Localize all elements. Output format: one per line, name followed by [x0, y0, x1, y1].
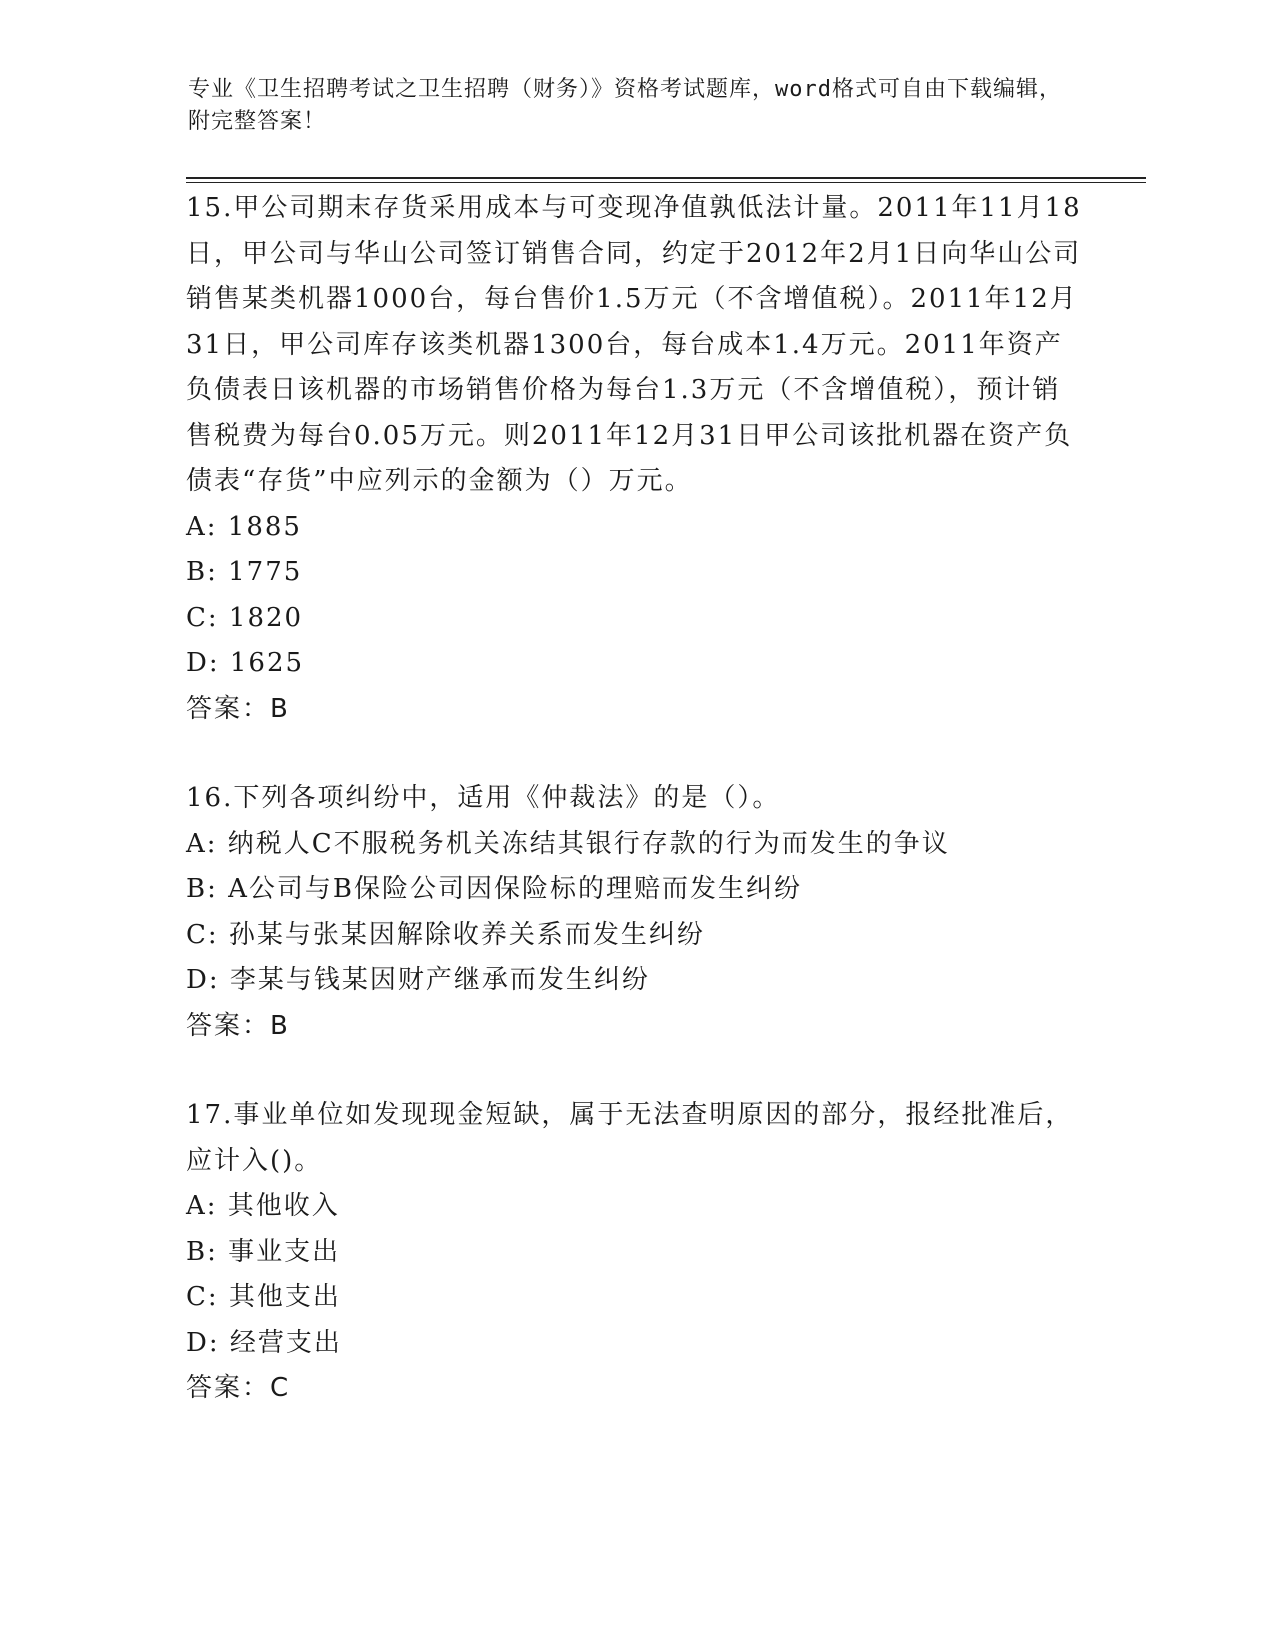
answer: 答案：B [186, 693, 290, 724]
option-a: A: 1885 [186, 511, 302, 542]
header-divider-thin [186, 182, 1146, 183]
question-list [186, 186, 1086, 1456]
answer: 答案：C [186, 1373, 291, 1403]
question-stem: 17.事业单位如发现现金短缺，属于无法查明原因的部分，报经批准后，应计入()。 [186, 1100, 1074, 1176]
option-c: C: 孙某与张某因解除收养关系而发生纠纷 [186, 919, 705, 950]
option-b: B: 1775 [186, 557, 303, 587]
header-divider [186, 177, 1146, 179]
question-15 [186, 186, 1086, 732]
option-c: C: 1820 [186, 602, 304, 633]
option-b: B: A公司与B保险公司因保险标的理赔而发生纠纷 [186, 874, 803, 904]
document-header [188, 74, 1068, 138]
option-a: A: 其他收入 [186, 1191, 340, 1221]
option-d: D: 1625 [186, 648, 305, 678]
question-stem: 16.下列各项纠纷中，适用《仲裁法》的是（）。 [186, 783, 781, 813]
option-d: D: 经营支出 [186, 1327, 342, 1358]
option-a: A: 纳税人C不服税务机关冻结其银行存款的行为而发生的争议 [186, 828, 950, 859]
header-text: 专业《卫生招聘考试之卫生招聘（财务）》资格考试题库，word格式可自由下载编辑，附完整答案！ [188, 77, 1062, 134]
question-17 [186, 1093, 1086, 1412]
question-stem: 15.甲公司期末存货采用成本与可变现净值孰低法计量。2011年11月18日，甲公司与华山公司签订销售合同，约定于2012年2月1日向华山公司销售某类机器1000台，每台售价1.5万元（不含增值税）。2011年12月31日，甲公司库存该类机器1300台，每台成本1.4万元。2011年资产负债表日该机器的市场销售价格为每台1.3万元（不含增值税），预计销售税费为每台0.05万元。则2011年12月31日甲公司该批机器在资产负债表“存货”中应列示的金额为（）万元。 [186, 193, 1082, 496]
option-d: D: 李某与钱某因财产继承而发生纠纷 [186, 965, 650, 995]
option-b: B: 事业支出 [186, 1236, 341, 1267]
option-c: C: 其他支出 [186, 1282, 341, 1312]
answer: 答案：B [186, 1010, 290, 1041]
question-16 [186, 776, 1086, 1049]
